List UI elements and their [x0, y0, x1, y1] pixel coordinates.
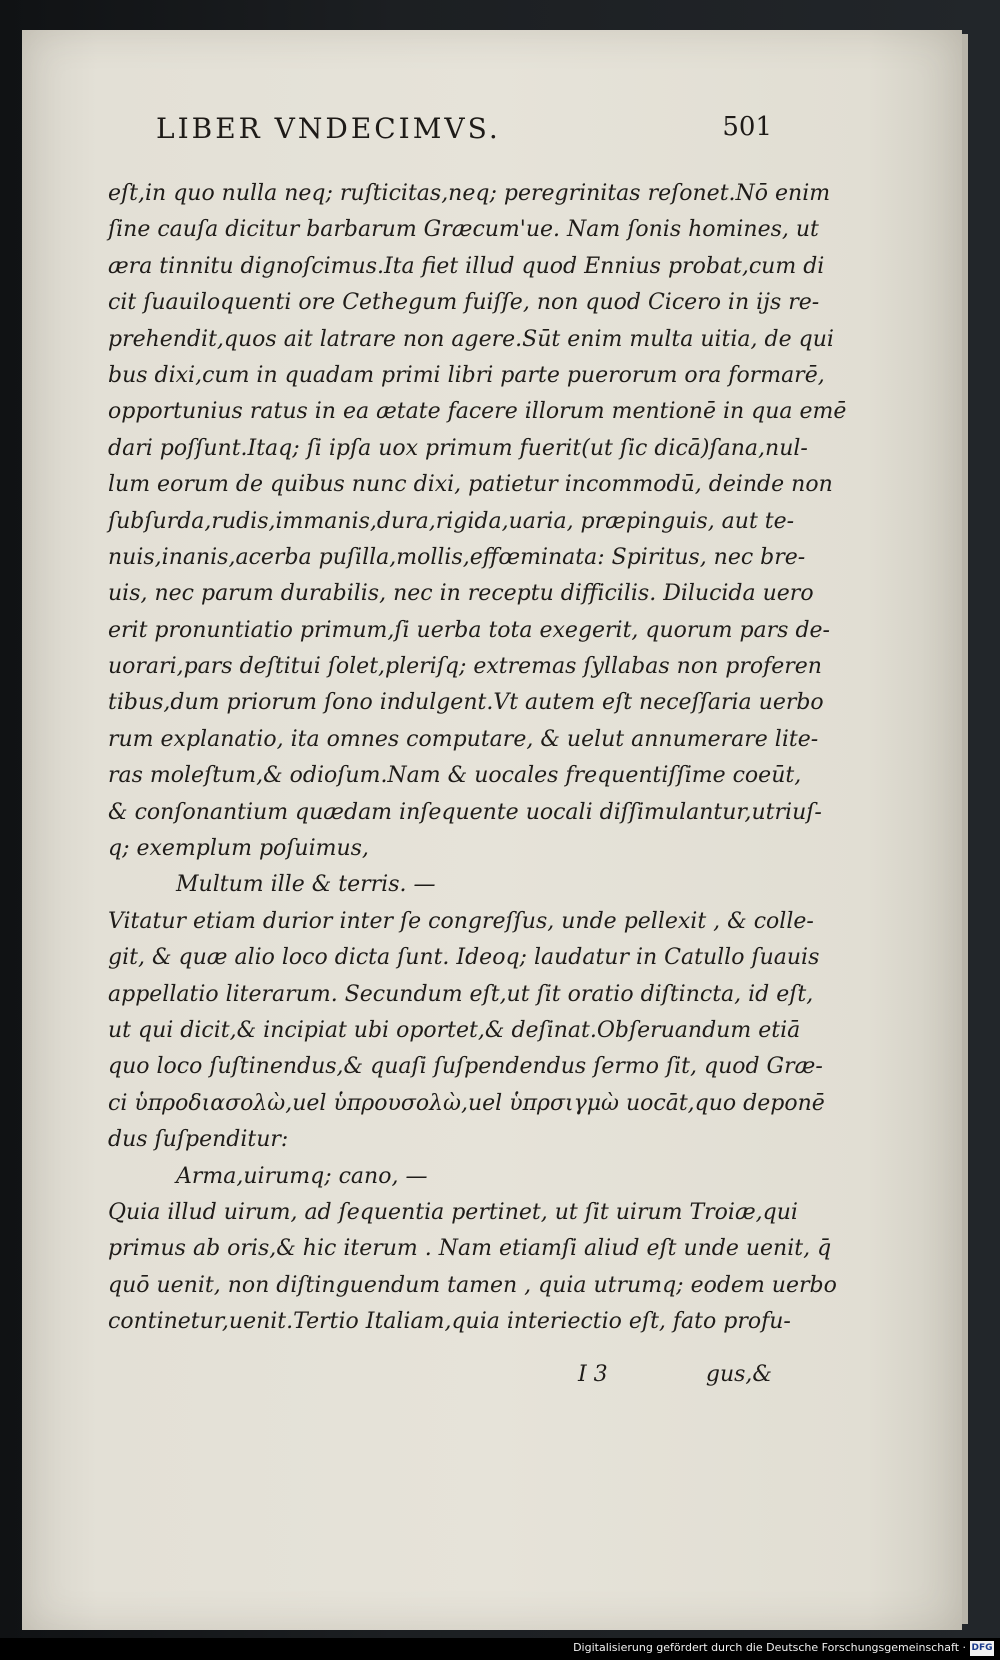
page-number: 501 [722, 112, 772, 142]
text-line: dus ſuſpenditur: [108, 1127, 289, 1153]
footer-credit: Digitalisierung gefördert durch die Deutsche Forschungsgemeinschaft · [573, 1641, 966, 1654]
text-line: opportunius ratus in ea ætate facere illorum mentionē in qua emē [108, 399, 847, 425]
running-title: LIBER VNDECIMVS. [156, 112, 501, 145]
verse-quote-line: Multum ille & terris. — [176, 872, 436, 898]
page-edge [962, 34, 968, 1624]
text-line: ci ὑπροδιασολὼ,uel ὑπρουσολὼ,uel ὑπρσιγμὼ uocāt,quo deponē [108, 1090, 825, 1116]
text-line: rum explanatio, ita omnes computare, & uelut annumerare lite- [108, 726, 819, 752]
text-line: erit pronuntiatio primum,ſi uerba tota exegerit, quorum pars de- [108, 617, 830, 643]
text-line: primus ab oris,& hic iterum . Nam etiamſi aliud eſt unde uenit, q̄ [108, 1236, 832, 1262]
text-line: æra tinnitu dignoſcimus.Ita fiet illud quod Ennius probat,cum di [108, 253, 825, 279]
text-line: ras moleſtum,& odioſum.Nam & uocales frequentiſſime coeūt, [108, 763, 802, 789]
text-line: eſt,in quo nulla neq; ruſticitas,neq; peregrinitas reſonet.Nō enim [108, 181, 831, 206]
footer-bar [0, 1638, 1000, 1660]
text-line: uorari,pars deſtitui ſolet,pleriſq; extremas ſyllabas non proferen [108, 654, 822, 680]
signature-mark: I 3 [578, 1362, 608, 1387]
text-line: prehendit,quos ait latrare non agere.Sūt enim multa uitia, de qui [108, 326, 834, 352]
text-line: uis, nec parum durabilis, nec in receptu difficilis. Dilucida uero [108, 581, 814, 607]
text-line: cit ſuauiloquenti ore Cethegum fuiſſe, non quod Cicero in ijs re- [108, 290, 820, 316]
text-line: quō uenit, non diſtinguendum tamen , quia utrumq; eodem uerbo [108, 1272, 837, 1298]
body-text [108, 176, 847, 1341]
text-line: quo loco ſuſtinendus,& quaſi ſuſpendendus ſermo ſit, quod Græ- [108, 1054, 823, 1080]
text-line: tibus,dum priorum ſono indulgent.Vt autem eſt neceſſaria uerbo [108, 690, 824, 716]
text-line: q; exemplum poſuimus, [108, 836, 369, 862]
text-line: appellatio literarum. Secundum eſt,ut ſit oratio diſtincta, id eſt, [108, 981, 814, 1007]
text-line: dari poſſunt.Itaq; ſi ipſa uox primum fuerit(ut ſic dicā)ſana,nul- [108, 435, 808, 461]
text-line: ſine cauſa dicitur barbarum Græcum'ue. Nam ſonis homines, ut [108, 217, 819, 243]
text-line: lum eorum de quibus nunc dixi, patietur incommodū, deinde non [108, 472, 833, 498]
text-line: nuis,inanis,acerba puſilla,mollis,effœminata: Spiritus, nec bre- [108, 544, 806, 570]
text-line: Vitatur etiam durior inter ſe congreſſus, unde pellexit , & colle- [108, 908, 814, 934]
running-head [108, 112, 772, 160]
text-line: Quia illud uirum, ad ſequentia pertinet, ut ſit uirum Troiæ,qui [108, 1199, 798, 1225]
text-line: git, & quæ alio loco dicta ſunt. Ideoq; laudatur in Catullo ſuauis [108, 945, 820, 971]
text-line: ut qui dicit,& incipiat ubi oportet,& deſinat.Obſeruandum etiā [108, 1017, 801, 1043]
text-line: ſubſurda,rudis,immanis,dura,rigida,uaria, præpinguis, aut te- [108, 508, 795, 534]
text-line: continetur,uenit.Tertio Italiam,quia interiectio eſt, fato profu- [108, 1309, 791, 1335]
catchword: gus,& [705, 1362, 772, 1387]
catchword-row [108, 1362, 772, 1398]
text-line: bus dixi,cum in quadam primi libri parte puerorum ora formarē, [108, 362, 825, 388]
verse-quote-line: Arma,uirumq; cano, — [176, 1163, 428, 1189]
dfg-logo: DFG [970, 1641, 994, 1656]
text-line: & conſonantium quædam inſequente uocali diſſimulantur,utriuſ- [108, 799, 822, 825]
